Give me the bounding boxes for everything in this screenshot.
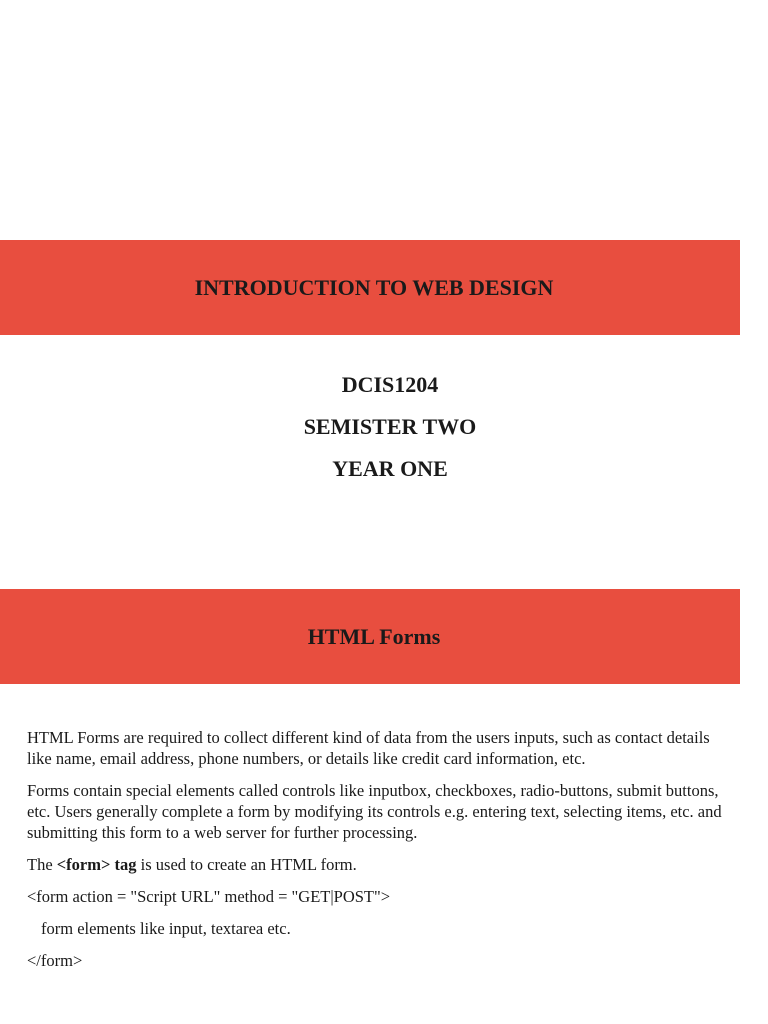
form-tag-keyword: <form> tag [56,855,137,874]
paragraph-controls: Forms contain special elements called controls like inputbox, checkboxes, radio-buttons, submit buttons, etc. Users generally complete a form by modifying its controls e.g. entering text, selecting items, etc. and submitting this form to a web server for further processing. [27,781,722,842]
form-tag-suffix: is used to create an HTML form. [136,855,357,874]
paragraph-form-tag [27,854,732,875]
body-content [27,727,732,982]
course-year: YEAR ONE [332,456,448,481]
code-form-inner: form elements like input, textarea etc. [41,919,291,938]
form-tag-prefix: The [27,855,57,874]
course-semester: SEMISTER TWO [303,414,477,439]
paragraph-intro: HTML Forms are required to collect different kind of data from the users inputs, such as contact details like name, email address, phone numbers, or details like credit card information, etc. [27,728,710,768]
document-title: INTRODUCTION TO WEB DESIGN [194,274,554,300]
section-banner [0,589,740,684]
course-code: DCIS1204 [341,372,439,397]
course-info [0,370,768,496]
code-form-open: <form action = "Script URL" method = "GET|POST"> [27,887,391,906]
code-form-close: </form> [27,951,83,970]
section-title: HTML Forms [307,623,441,649]
title-banner [0,240,740,335]
